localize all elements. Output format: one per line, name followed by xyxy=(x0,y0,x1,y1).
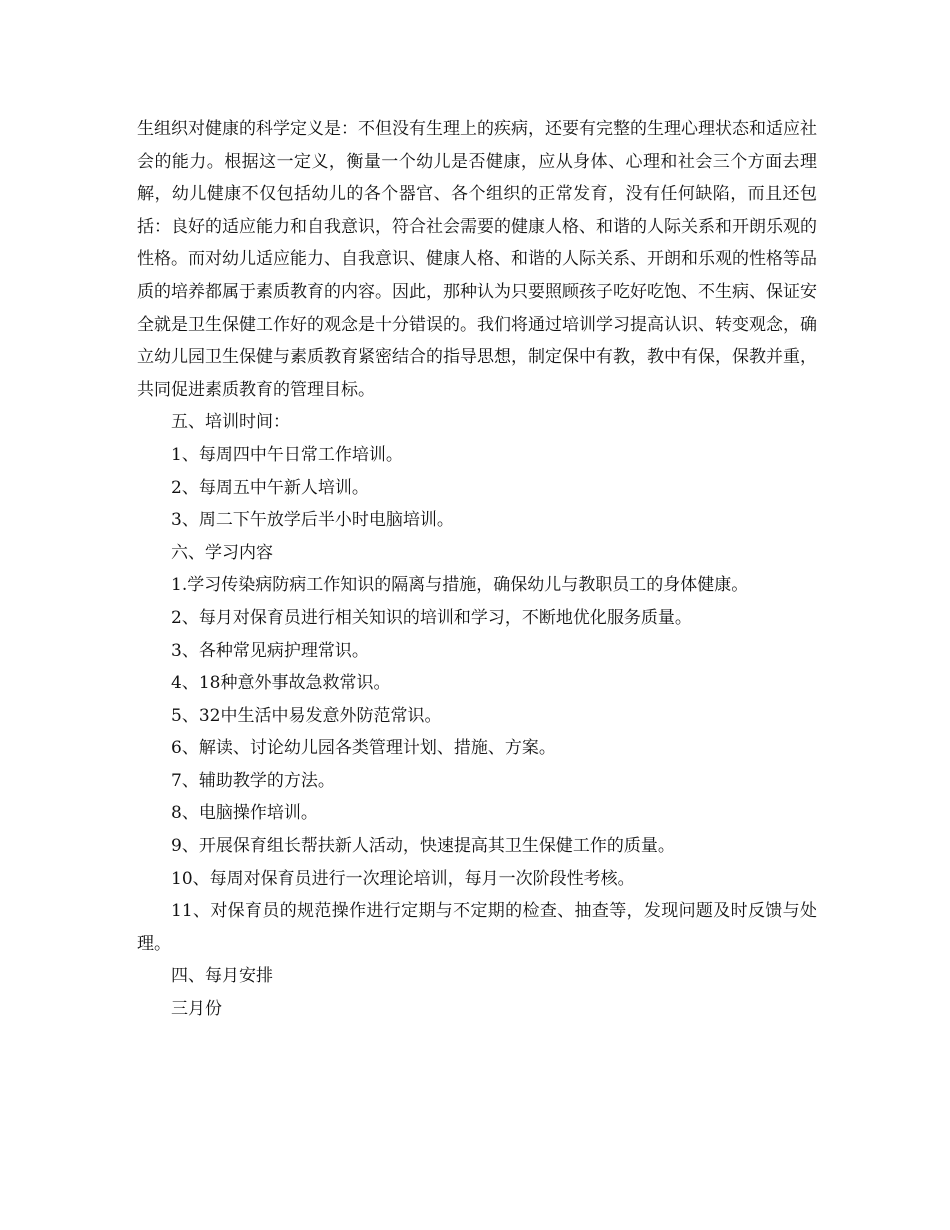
section-heading-training-time: 五、培训时间： xyxy=(171,412,290,433)
list-item: 3、周二下午放学后半小时电脑培训。 xyxy=(171,510,454,531)
section-heading-learning-content: 六、学习内容 xyxy=(171,542,273,563)
list-item: 10、每周对保育员进行一次理论培训，每月一次阶段性考核。 xyxy=(171,868,635,889)
list-item: 3、各种常见病护理常识。 xyxy=(171,640,369,661)
list-item: 1、每周四中午日常工作培训。 xyxy=(171,444,403,465)
list-item: 2、每周五中午新人培训。 xyxy=(171,477,369,498)
list-item: 11、对保育员的规范操作进行定期与不定期的检查、抽查等，发现问题及时反馈与处理。 xyxy=(137,901,817,954)
document-body xyxy=(137,113,817,1026)
list-item: 2、每月对保育员进行相关知识的培训和学习，不断地优化服务质量。 xyxy=(171,607,692,628)
list-item: 1.学习传染病防病工作知识的隔离与措施，确保幼儿与教职员工的身体健康。 xyxy=(171,575,749,596)
list-item: 4、18种意外事故急救常识。 xyxy=(171,673,391,694)
month-heading: 三月份 xyxy=(171,999,222,1020)
list-item: 9、开展保育组长帮扶新人活动，快速提高其卫生保健工作的质量。 xyxy=(171,836,675,857)
intro-paragraph: 生组织对健康的科学定义是：不但没有生理上的疾病，还要有完整的生理心理状态和适应社会的能力。根据这一定义，衡量一个幼儿是否健康，应从身体、心理和社会三个方面去理解，幼儿健康不仅包括幼儿的各个器官、各个组织的正常发育，没有任何缺陷，而且还包括：良好的适应能力和自我意识，符合社会需要的健康人格、和谐的人际关系和开朗乐观的性格。而对幼儿适应能力、自我意识、健康人格、和谐的人际关系、开朗和乐观的性格等品质的培养都属于素质教育的内容。因此，那种认为只要照顾孩子吃好吃饱、不生病、保证安全就是卫生保健工作好的观念是十分错误的。我们将通过培训学习提高认识、转变观念，确立幼儿园卫生保健与素质教育紧密结合的指导思想，制定保中有教，教中有保，保教并重，共同促进素质教育的管理目标。 xyxy=(137,119,817,400)
list-item: 8、电脑操作培训。 xyxy=(171,803,318,824)
section-heading-monthly-plan: 四、每月安排 xyxy=(171,966,273,987)
list-item: 5、32中生活中易发意外防范常识。 xyxy=(171,705,442,726)
list-item: 6、解读、讨论幼儿园各类管理计划、措施、方案。 xyxy=(171,738,556,759)
list-item: 7、辅助教学的方法。 xyxy=(171,770,335,791)
